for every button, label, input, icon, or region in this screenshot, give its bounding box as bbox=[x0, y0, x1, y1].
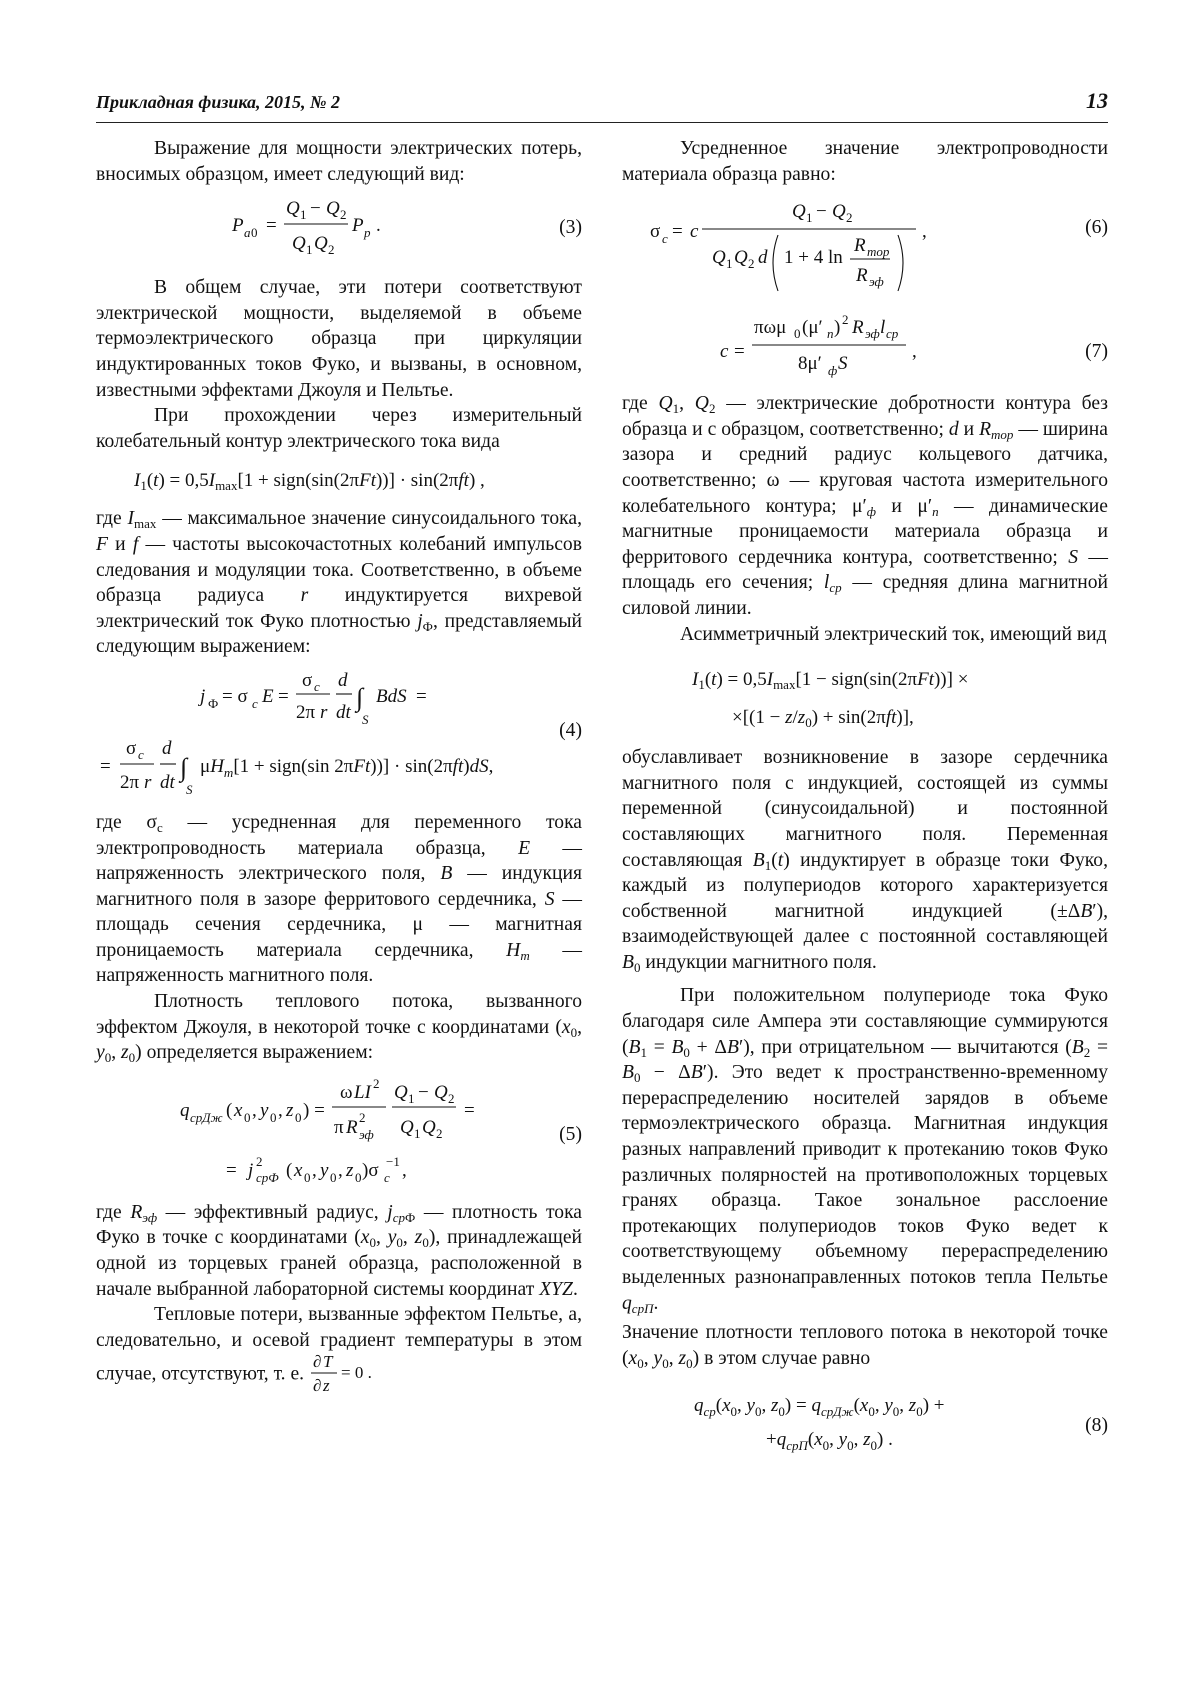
svg-text:(: ( bbox=[226, 1099, 233, 1121]
svg-text:2: 2 bbox=[842, 312, 849, 328]
svg-text:c: c bbox=[138, 746, 144, 762]
svg-text:∫: ∫ bbox=[356, 682, 364, 712]
equation-3 bbox=[96, 187, 582, 261]
text-span: где σ bbox=[96, 811, 157, 833]
svg-text:2: 2 bbox=[359, 1109, 366, 1125]
svg-text:R: R bbox=[856, 265, 868, 287]
paragraph: В общем случае, эти потери соответствуют электрической мощности, выделяемой в объеме термоэлектрического образца при циркуляции индуктированных токов Фуко, и вызваны, в основном, известными эффектами Джоуля и Пельтье. bbox=[96, 277, 582, 401]
text-span: — напряженность магнитного поля. bbox=[96, 939, 582, 987]
svg-text:,: , bbox=[402, 1159, 407, 1181]
svg-text:c: c bbox=[720, 341, 729, 363]
text-span: — динамические магнитные проницаемости материала образца и ферритового сердечника контура, соответственно; bbox=[622, 495, 1108, 568]
svg-text:−: − bbox=[310, 198, 321, 220]
text-span: индуктируется вихревой электрический ток Фуко плотностью bbox=[96, 585, 582, 632]
equation-number: (6) bbox=[1085, 217, 1108, 239]
svg-text:Q: Q bbox=[712, 247, 726, 269]
svg-text:BdS: BdS bbox=[376, 685, 407, 707]
gradient-equation bbox=[309, 1353, 379, 1397]
text-span: . bbox=[653, 1292, 659, 1314]
text-span: — ширина зазора и средний радиус кольцевого датчика, соответственно; ω — круговая частота измерительного колебательного контура; bbox=[622, 418, 1108, 517]
svg-text:×[(1 − z/z0) + sin(2πft)],: $\times[(1 - z/z_0) + \sin(2\pi ft)]$, bbox=[732, 707, 914, 731]
text-span: индукции магнитного поля. bbox=[645, 951, 877, 973]
left-column bbox=[96, 136, 582, 1397]
svg-text:z: z bbox=[286, 1099, 294, 1121]
text-span: — индукция магнитного поля в зазоре ферритового сердечника, bbox=[96, 863, 583, 910]
svg-text:2: 2 bbox=[256, 1153, 263, 1169]
text-span: Плотность теплового потока, вызванного эффектом Джоуля, в некоторой точке с координатами ( bbox=[96, 991, 582, 1038]
text-span: — напряженность электрического поля, bbox=[96, 837, 582, 885]
svg-text:dt: dt bbox=[160, 771, 175, 793]
journal-title: Прикладная физика, 2015, № 2 bbox=[96, 92, 341, 112]
text-span: — эффективный радиус, bbox=[165, 1201, 379, 1223]
svg-text:l: l bbox=[880, 317, 886, 339]
text-span: — электрические добротности контура без образца и с образцом, соответственно; bbox=[622, 393, 1108, 440]
svg-text:Q: Q bbox=[422, 1116, 436, 1138]
svg-text:∫: ∫ bbox=[180, 752, 188, 782]
svg-text:,: , bbox=[278, 1099, 283, 1121]
equation-6 bbox=[622, 197, 1108, 297]
svg-text:срДж: срДж bbox=[190, 1109, 223, 1125]
svg-text:I1(t) = 0,5Imax[1 + sign(sin(2: $I_1(t) = 0,5I_{max}[1$ + sign(sin(2πFt))] · sin(2πft) , bbox=[134, 470, 485, 494]
text-span: и bbox=[891, 495, 902, 517]
svg-text:1: 1 bbox=[408, 1090, 415, 1106]
equation-number: (5) bbox=[559, 1123, 582, 1145]
svg-text:I1(t) = 0,5Imax[1 − sign(sin(2: $I_1(t) = 0,5I_{max}[1$ − sign(sin(2πFt))] × bbox=[692, 669, 969, 693]
svg-text:=: = bbox=[100, 755, 111, 777]
svg-text:0: 0 bbox=[330, 1169, 337, 1185]
svg-text:R: R bbox=[346, 1116, 358, 1138]
svg-text:c: c bbox=[252, 695, 258, 711]
paragraph: обуславливает возникновение в зазоре сердечника магнитного поля с индукцией, состоящей из суммы переменной (синусоидальной) и постоянной составляющих магнитного поля. Переменная составляющая $B_1(t)$ индуктирует в образце токи Фуко, каждый из полупериодов которого характеризуется собственной магнитной индукцией (±ΔB′), взаимодействующей далее с постоянной составляющей $B_0$ индукции магнитного поля. bbox=[622, 747, 1108, 975]
svg-text:T: T bbox=[322, 1352, 333, 1372]
svg-text:∂: ∂ bbox=[312, 1376, 322, 1396]
svg-text:(: ( bbox=[286, 1159, 293, 1181]
svg-text:d: d bbox=[162, 737, 172, 759]
text-span: — частоты высокочастотных колебаний импульсов следования и модуляции тока. Соответственно, в объеме образца радиуса bbox=[96, 533, 582, 607]
paragraph: где $R_{эф}$ — эффективный радиус, $j_{срФ}$ — плотность тока Фуко в точке с координатами ($x_0$, $y_0$, $z_0$), принадлежащей одной из торцевых граней образца, расположенной в начале выбранной лабораторной системы координат XYZ. bbox=[96, 1201, 582, 1300]
svg-text:=: = bbox=[464, 1099, 475, 1121]
svg-text:эф: эф bbox=[869, 274, 884, 290]
svg-text:Q: Q bbox=[832, 201, 846, 223]
paragraph: Усредненное значение электропроводности материала образца равно: bbox=[622, 138, 1108, 185]
equation-current-i1 bbox=[96, 454, 582, 506]
text-span: , представляемый следующим выражением: bbox=[96, 610, 582, 658]
paragraph: Выражение для мощности электрических потерь, вносимых образцом, имеет следующий вид: bbox=[96, 138, 582, 185]
svg-text:P: P bbox=[352, 215, 364, 237]
equation-number: (4) bbox=[559, 719, 582, 741]
svg-text:,: , bbox=[922, 221, 927, 243]
svg-text:=: = bbox=[416, 685, 427, 707]
svg-text:Q: Q bbox=[326, 198, 340, 220]
paragraph: где $Q_1$, $Q_2$ — электрические добротности контура без образца и с образцом, соответственно; d и $R_{тор}$ — ширина зазора и средний радиус кольцевого датчика, соответственно; ω — круговая частота измерительного колебательного контура; $\mu'_ф$ и $\mu'_п$ — динамические магнитные проницаемости материала образца и ферритового сердечника контура, соответственно; S — площадь его сечения; $l_{ср}$ — средняя длина магнитной силовой линии. bbox=[622, 393, 1109, 619]
text-span: и bbox=[963, 418, 975, 440]
svg-text:2: 2 bbox=[340, 207, 347, 223]
text-span: ), принадлежащей одной из торцевых граней образца, расположенной в начале выбранной лабораторной системы координат bbox=[96, 1227, 582, 1300]
text-span: . bbox=[572, 1278, 578, 1300]
text-span: Тепловые потери, вызванные эффектом Пельтье, а, следовательно, и осевой градиент температуры в этом случае, отсутствуют, т. е. bbox=[96, 1304, 582, 1385]
svg-text:ср: ср bbox=[886, 326, 899, 342]
svg-text:qср(x0, y0, z0) = qсрДж(x0, y0: $q_{ср}(x_0$, $y_0$, $z_0) = q_{срДж}(x_0$, $y_0$, $z_0$) + bbox=[694, 1395, 945, 1420]
svg-text:= σ: = σ bbox=[222, 685, 248, 707]
svg-text:ф: ф bbox=[828, 363, 838, 379]
svg-text:0: 0 bbox=[304, 1169, 311, 1185]
svg-text:эф: эф bbox=[359, 1126, 374, 1142]
svg-text:E: E bbox=[262, 685, 274, 707]
svg-text:j: j bbox=[200, 685, 206, 707]
svg-text:п: п bbox=[827, 326, 834, 342]
svg-text:,: , bbox=[312, 1159, 317, 1181]
svg-text:,: , bbox=[252, 1099, 257, 1121]
text-span: — площадь его сечения; bbox=[622, 546, 1108, 594]
paragraph: Значение плотности теплового потока в некоторой точке ($x_0$, $y_0$, $z_0$) в этом случае равно bbox=[622, 1322, 1108, 1371]
svg-text:1 + 4 ln: 1 + 4 ln bbox=[784, 247, 843, 269]
svg-text:)σ: )σ bbox=[362, 1159, 379, 1181]
svg-text:R: R bbox=[852, 317, 864, 339]
svg-text:μHm[1 + sign(sin 2πFt))] · sin: $\mu H_m[1$ + sign(sin 2πFt))] · sin(2πft)dS, bbox=[200, 755, 494, 780]
svg-text:r: r bbox=[144, 771, 152, 793]
svg-text:0: 0 bbox=[244, 1109, 251, 1125]
svg-text:,: , bbox=[912, 341, 917, 363]
svg-text:S: S bbox=[186, 781, 193, 797]
svg-text:dt: dt bbox=[336, 701, 351, 723]
svg-text:∂: ∂ bbox=[312, 1352, 322, 1372]
svg-text:σ: σ bbox=[650, 221, 661, 243]
equation-number: (8) bbox=[1085, 1415, 1108, 1437]
svg-text:Q: Q bbox=[434, 1081, 448, 1103]
paragraph-with-equation bbox=[96, 1302, 582, 1397]
right-column bbox=[622, 136, 1108, 1459]
svg-text:−: − bbox=[816, 201, 827, 223]
text-span: ) в этом случае равно bbox=[692, 1347, 871, 1369]
svg-text:=: = bbox=[278, 685, 289, 707]
svg-text:8μ′: 8μ′ bbox=[798, 353, 822, 375]
text-span: где bbox=[96, 1201, 122, 1223]
paragraph: Плотность теплового потока, вызванного эффектом Джоуля, в некоторой точке с координатами ($x_0$, $y_0$, $z_0$) определяется выражением: bbox=[96, 991, 582, 1066]
svg-text:Ф: Ф bbox=[208, 695, 219, 711]
svg-text:ω: ω bbox=[340, 1081, 353, 1103]
svg-text:2: 2 bbox=[748, 256, 755, 272]
paragraph: где $\sigma_c$ — усредненная для переменного тока электропроводность материала образца, E — напряженность электрического поля, B — индукция магнитного поля в зазоре ферритового сердечника, S — площадь сечения сердечника, μ — магнитная проницаемость материала сердечника, $H_m$ — напряженность магнитного поля. bbox=[96, 811, 583, 987]
equation-8 bbox=[622, 1379, 1108, 1459]
svg-text:c: c bbox=[690, 221, 699, 243]
svg-text:2π: 2π bbox=[296, 701, 316, 723]
text-span: — средняя длина магнитной силовой линии. bbox=[622, 572, 1109, 619]
svg-text:2: 2 bbox=[436, 1125, 443, 1141]
text-span: — максимальное значение синусоидального тока, bbox=[162, 508, 582, 530]
svg-text:Q: Q bbox=[286, 198, 300, 220]
equation-5 bbox=[96, 1076, 582, 1194]
svg-text:2: 2 bbox=[448, 1090, 455, 1106]
svg-text:2: 2 bbox=[328, 242, 335, 258]
equation-number: (3) bbox=[559, 217, 582, 239]
svg-text:d: d bbox=[338, 669, 348, 691]
svg-text:=: = bbox=[672, 221, 683, 243]
svg-text:,: , bbox=[338, 1159, 343, 1181]
svg-text:y: y bbox=[320, 1159, 329, 1181]
svg-text:r: r bbox=[320, 701, 328, 723]
text-span: ), при отрицательном — вычитаются ( bbox=[743, 1036, 1072, 1058]
svg-text:Q: Q bbox=[400, 1116, 414, 1138]
svg-text:c: c bbox=[314, 678, 320, 694]
svg-text:πωμ: πωμ bbox=[754, 317, 787, 339]
paragraph bbox=[96, 1302, 582, 1397]
svg-text:a: a bbox=[244, 225, 251, 241]
svg-text:Q: Q bbox=[314, 233, 328, 255]
svg-text:S: S bbox=[838, 353, 848, 375]
svg-text:) =: ) = bbox=[303, 1099, 325, 1121]
svg-text:=: = bbox=[734, 341, 745, 363]
svg-text:z: z bbox=[346, 1159, 354, 1181]
svg-text:LI: LI bbox=[354, 1081, 371, 1103]
text-span: где bbox=[622, 393, 648, 415]
svg-text:x: x bbox=[234, 1099, 243, 1121]
page-number: 13 bbox=[1086, 88, 1108, 113]
text-span: обуславливает возникновение в зазоре сердечника магнитного поля с индукцией, состоящей из суммы переменной (синусоидальной) и постоянной составляющих магнитного поля. Переменная составляющая bbox=[622, 747, 1108, 871]
svg-text:y: y bbox=[260, 1099, 269, 1121]
svg-text:1: 1 bbox=[306, 242, 313, 258]
svg-text:0: 0 bbox=[794, 326, 801, 342]
svg-text:1: 1 bbox=[806, 210, 813, 226]
svg-text:Q: Q bbox=[292, 233, 306, 255]
svg-text:0: 0 bbox=[270, 1109, 277, 1125]
svg-text:π: π bbox=[334, 1116, 344, 1138]
text-span: При положительном полупериоде тока Фуко благодаря силе Ампера эти составляющие суммируются ( bbox=[622, 985, 1108, 1058]
svg-text:эф: эф bbox=[865, 326, 880, 342]
svg-text:d: d bbox=[758, 247, 768, 269]
svg-text:): ) bbox=[834, 317, 841, 339]
running-header bbox=[96, 88, 1108, 123]
svg-text:0: 0 bbox=[295, 1109, 302, 1125]
svg-text:p: p bbox=[364, 225, 371, 241]
text-span: — усредненная для переменного тока электропроводность материала образца, bbox=[96, 811, 583, 859]
text-span: — площадь сечения сердечника, μ — магнитная проницаемость материала сердечника, bbox=[96, 888, 582, 961]
svg-text:x: x bbox=[294, 1159, 303, 1181]
svg-text:2: 2 bbox=[846, 210, 853, 226]
svg-text:Q: Q bbox=[394, 1081, 408, 1103]
text-span: ). Это ведет к пространственно-временному перераспределению носителей зарядов в объеме термоэлектрического образца. Магнитная индукция разных направлений приводит к протеканию токов Фуко различных полярностей на противоположных торцевых гранях образца. Такое зональное расслоение протекающих полупериодов токов Фуко ведет к соответствующему объемному перераспределению выделенных разнонаправленных потоков тепла Пельтье bbox=[622, 1062, 1108, 1288]
svg-text:.: . bbox=[376, 215, 381, 237]
text-span: индуктирует в образце токи Фуко, каждый из полупериодов которого характеризуется собственной магнитной индукцией bbox=[622, 849, 1108, 922]
svg-text:σ: σ bbox=[126, 737, 137, 759]
svg-text:1: 1 bbox=[300, 207, 307, 223]
svg-text:z: z bbox=[322, 1376, 330, 1396]
svg-text:q: q bbox=[180, 1099, 190, 1121]
svg-text:тор: тор bbox=[867, 244, 890, 260]
svg-text:1: 1 bbox=[726, 256, 733, 272]
equation-asymmetric-current bbox=[622, 653, 1108, 739]
paragraph: где $I_{max}$ — максимальное значение синусоидального тока, F и f — частоты высокочастотных колебаний импульсов следования и модуляции тока. Соответственно, в объеме образца радиуса r индуктируется вихревой электрический ток Фуко плотностью $j_Ф$, представляемый следующим выражением: bbox=[96, 508, 582, 658]
svg-text:1: 1 bbox=[414, 1125, 421, 1141]
equation-number: (7) bbox=[1085, 341, 1108, 363]
svg-text:S: S bbox=[362, 711, 369, 727]
svg-text:0: 0 bbox=[355, 1169, 362, 1185]
svg-text:P: P bbox=[232, 215, 244, 237]
equation-4 bbox=[96, 668, 582, 806]
svg-text:Q: Q bbox=[734, 247, 748, 269]
svg-text:2: 2 bbox=[373, 1075, 380, 1091]
svg-text:(μ′: (μ′ bbox=[802, 317, 823, 339]
svg-text:= 0 .: = 0 . bbox=[340, 1363, 372, 1383]
paragraph: Асимметричный электрический ток, имеющий вид bbox=[680, 623, 1107, 645]
svg-text:=: = bbox=[266, 215, 277, 237]
svg-text:−: − bbox=[418, 1081, 429, 1103]
svg-text:σ: σ bbox=[302, 669, 313, 691]
svg-text:Q: Q bbox=[792, 201, 806, 223]
svg-text:c: c bbox=[662, 231, 668, 247]
text-span: , взаимодействующей далее с постоянной составляющей bbox=[622, 900, 1108, 948]
svg-text:=: = bbox=[226, 1159, 237, 1181]
text-span: — плотность тока Фуко в точке с координатами ( bbox=[96, 1201, 582, 1249]
text-span: Значение плотности теплового потока в некоторой точке ( bbox=[622, 1322, 1108, 1369]
equation-7 bbox=[622, 313, 1108, 385]
svg-text:R: R bbox=[854, 235, 866, 257]
paragraph: При прохождении через измерительный колебательный контур электрического тока вида bbox=[96, 405, 582, 452]
svg-text:2π: 2π bbox=[120, 771, 140, 793]
text-span: где bbox=[96, 508, 122, 530]
svg-text:+qсрП(x0, y0, z0) .: $+q_{срП}(x_0$, $y_0$, $z_0$) . bbox=[766, 1429, 893, 1454]
svg-text:j: j bbox=[248, 1159, 254, 1181]
svg-text:c: c bbox=[384, 1169, 390, 1185]
paragraph: При положительном полупериоде тока Фуко благодаря силе Ампера эти составляющие суммируются $(B_1 = B_0 + \Delta B')$, при отрицательном — вычитаются $(B_2 = B_0 - \Delta B')$. Это ведет к пространственно-временному перераспределению носителей зарядов в объеме термоэлектрического образца. Магнитная индукция разных направлений приводит к протеканию токов Фуко различных полярностей на противоположных торцевых гранях образца. Такое зональное расслоение протекающих полупериодов токов Фуко ведет к соответствующему объемному перераспределению выделенных разнонаправленных потоков тепла Пельтье $q_{срП}$. bbox=[622, 985, 1108, 1316]
svg-text:0: 0 bbox=[251, 225, 258, 241]
svg-text:срФ: срФ bbox=[256, 1169, 279, 1185]
text-span: ) определяется выражением: bbox=[135, 1042, 374, 1064]
svg-text:−1: −1 bbox=[386, 1153, 400, 1169]
